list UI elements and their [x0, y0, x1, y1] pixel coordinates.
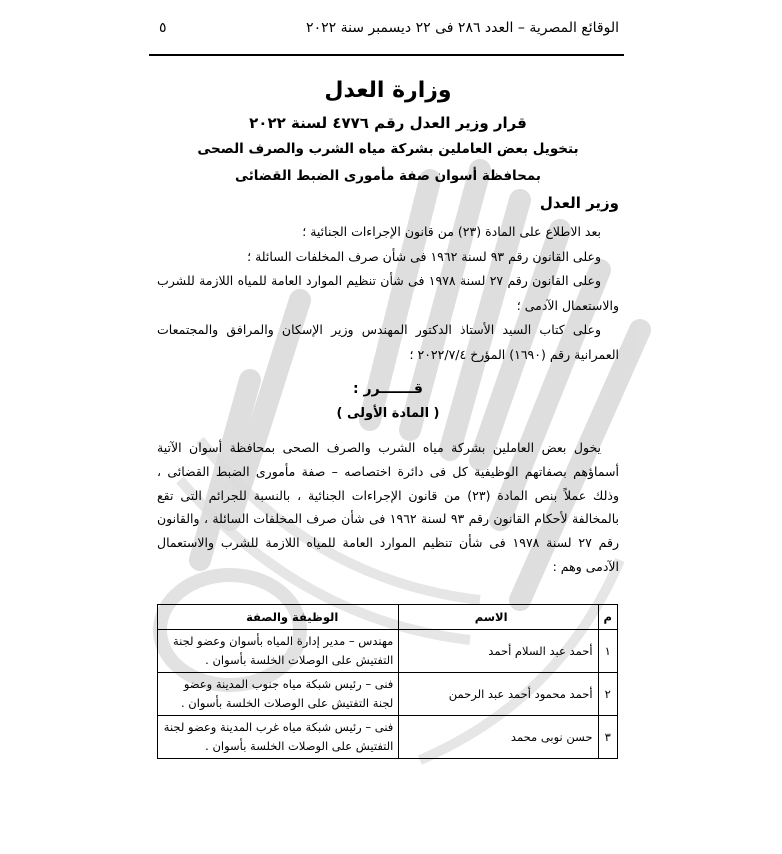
decree-subject-line-2: بمحافظة أسوان صفة مأمورى الضبط القضائى — [235, 168, 541, 184]
running-header-title: الوقائع المصرية – العدد ٢٨٦ فى ٢٢ ديسمبر سنة ٢٠٢٢ — [306, 20, 619, 36]
column-header-position: الوظيفة والصفة — [158, 605, 399, 630]
column-header-name: الاسم — [399, 605, 598, 630]
employee-name: أحمد محمود أحمد عبد الرحمن — [399, 673, 598, 716]
article-text: يخول بعض العاملين بشركة مياه الشرب والصرف الصحى بمحافظة أسوان الآتية أسماؤهم بصفاتهم الوظيفية كل فى دائرة اختصاصه – صفة مأمورى الضبط القضائى ، وذلك عملاً بنص المادة (٢٣) من قانون الإجراءات الجنائية ، بالنسبة للجرائم التى تقع بالمخالفة لأحكام القانون رقم ٩٣ لسنة ١٩٦٢ فى شأن صرف المخلفات السائلة ، والقانون رقم ٢٧ لسنة ١٩٧٨ فى شأن تنظيم الموارد العامة للمياه اللازمة للشرب والاستعمال الآدمى وهم : — [157, 440, 619, 574]
table-row — [158, 673, 618, 716]
table-row — [158, 716, 618, 759]
preamble-item: بعد الاطلاع على المادة (٢٣) من قانون الإجراءات الجنائية ؛ — [302, 224, 601, 239]
decree-title: قرار وزير العدل رقم ٤٧٧٦ لسنة ٢٠٢٢ — [249, 114, 527, 132]
article-title: ( المادة الأولى ) — [336, 406, 440, 421]
running-header — [157, 20, 619, 44]
preamble — [157, 220, 619, 367]
row-number: ١ — [598, 630, 617, 673]
employee-position: مهندس – مدير إدارة المياه بأسوان وعضو لجنة التفتيش على الوصلات الخلسة بأسوان . — [158, 630, 399, 673]
header-divider — [149, 54, 624, 56]
ministry-heading: وزارة العدل — [324, 78, 452, 103]
page-number: ٥ — [159, 20, 167, 36]
authorized-employees-table — [157, 604, 618, 759]
decree-word: قـــــــرر : — [353, 381, 423, 397]
table-row — [158, 630, 618, 673]
preamble-item: وعلى القانون رقم ٢٧ لسنة ١٩٧٨ فى شأن تنظيم الموارد العامة للمياه اللازمة للشرب والاستعمال الآدمى ؛ — [157, 273, 619, 313]
row-number: ٣ — [598, 716, 617, 759]
employee-name: أحمد عبد السلام أحمد — [399, 630, 598, 673]
table-header-row — [158, 605, 618, 630]
preamble-item: وعلى كتاب السيد الأستاذ الدكتور المهندس وزير الإسكان والمرافق والمجتمعات العمرانية رقم (١٦٩٠) المؤرخ ٢٠٢٢/٧/٤ ؛ — [157, 322, 619, 362]
row-number: ٢ — [598, 673, 617, 716]
minister-label: وزير العدل — [539, 194, 619, 212]
decree-subject-line-1: بتخويل بعض العاملين بشركة مياه الشرب والصرف الصحى — [197, 141, 579, 157]
employee-position: فنى – رئيس شبكة مياه غرب المدينة وعضو لجنة التفتيش على الوصلات الخلسة بأسوان . — [158, 716, 399, 759]
column-header-number: م — [598, 605, 617, 630]
employee-name: حسن نوبى محمد — [399, 716, 598, 759]
employee-position: فنى – رئيس شبكة مياه جنوب المدينة وعضو لجنة التفتيش على الوصلات الخلسة بأسوان . — [158, 673, 399, 716]
preamble-item: وعلى القانون رقم ٩٣ لسنة ١٩٦٢ فى شأن صرف المخلفات السائلة ؛ — [247, 248, 601, 264]
